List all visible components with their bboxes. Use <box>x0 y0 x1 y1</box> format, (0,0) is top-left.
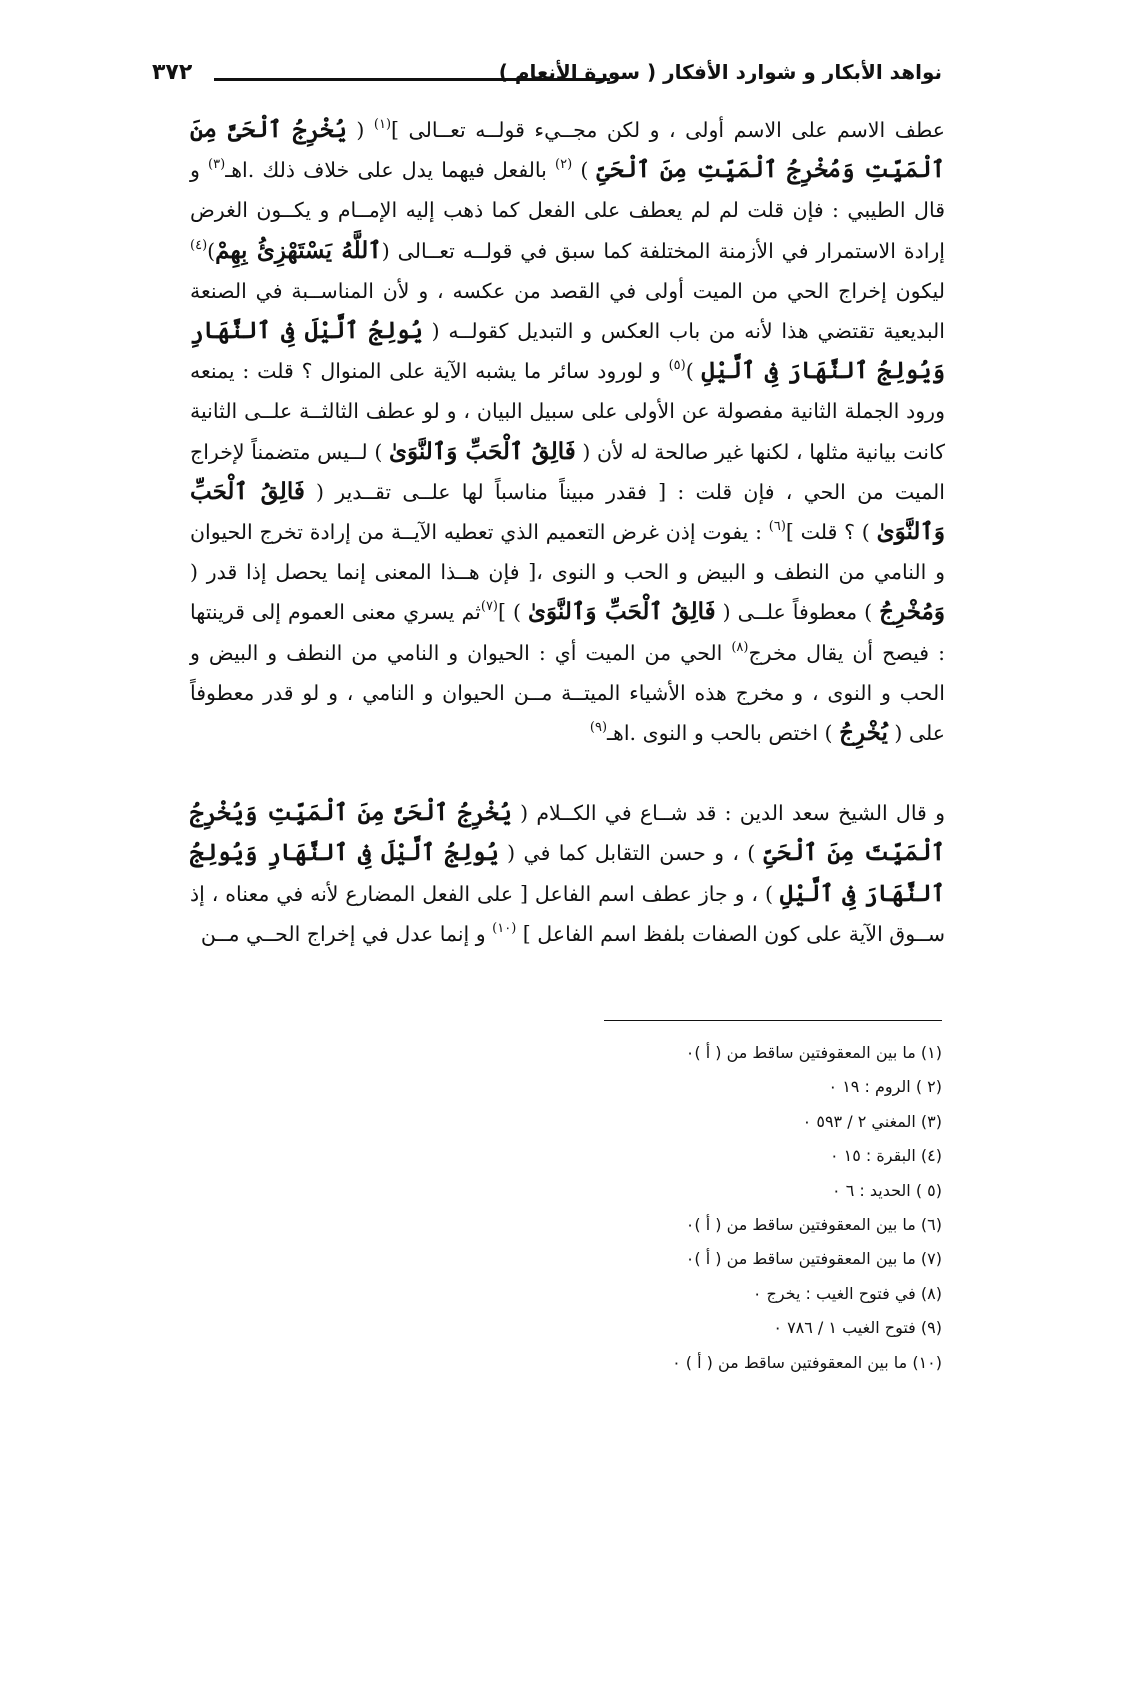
quran-quote: يُولِجُ ٱلَّيْلَ فِى ٱلنَّهَارِ وَيُولِجُ ٱلنَّهَارَ فِى ٱلَّيْلِ <box>190 317 945 385</box>
text-run: ليكون إخراج الحي من الميت أولى في القصد من عكسه ، و لأن المناســبة في الصنعة البديعية تقتضي هذا لأنه من باب العكس و التبديل كقولــه ( <box>190 278 945 344</box>
text-run: ) لــيس متضمناً لإخراج الميت من الحي ، فإن قلت : [ فقدر مبيناً مناسباً لها علــى تقــدير ( <box>190 439 945 504</box>
main-text <box>190 110 945 954</box>
text-run: ) ، و حسن التقابل كما في ( <box>498 841 764 866</box>
footnote-item: (٥ ) الحديد : ٦ ٠ <box>832 1180 942 1200</box>
quran-quote: يُخْرِجُ ٱلْحَىَّ مِنَ ٱلْمَيِّتِ وَيُخْرِجُ ٱلْمَيِّتَ مِنَ ٱلْحَىِّ <box>190 799 945 867</box>
footnote-item: (٧) ما بين المعقوفتين ساقط من ( أ )٠ <box>685 1249 942 1269</box>
text-run: و إنما عدل في إخراج الحــي مــن <box>200 921 493 946</box>
quran-quote: وَمُخْرِجُ <box>879 598 945 626</box>
text-run: ) اختص بالحب و النوى .اهـ <box>607 721 840 746</box>
text-run: : يفوت إذن غرض التعميم الذي تعطيه الآيــة من إرادة تخرج الحيوان و النامي من النطف و البيض و الحب و النوى ،[ فإن هــذا المعنى إنما يحصل إذا قدر ( <box>190 520 945 585</box>
text-run: و لورود سائر ما يشبه الآية على المنوال ؟ قلت : يمنعه ورود الجملة الثانية مفصولة عن الأولى على سبيل البيان ، و لو عطف الثالثــة علــى الثانية كانت بيانية مثلها ، لكنها غير صالحة له لأن ( <box>190 359 945 464</box>
footnote-marker: (٢) <box>555 157 573 173</box>
page-number: ٣٧٢ <box>152 60 193 85</box>
footnote-item: (٣) المغني ٢ / ٥٩٣ ٠ <box>802 1111 942 1131</box>
footnote-marker: (١) <box>373 117 392 132</box>
quran-quote: يُخْرِجُ <box>839 719 888 747</box>
text-run: ) معطوفاً علــى ( <box>715 600 880 625</box>
running-header <box>150 58 942 94</box>
text-run: الحي من الميت أي : الحيوان و النامي من النطف و البيض و الحب و النوى ، و مخرج هذه الأشياء الميتــة مــن الحيوان و النامي ، و لو قدر معطوفاً على ( <box>190 640 945 746</box>
footnotes <box>542 1036 942 1380</box>
footnote-item: (١) ما بين المعقوفتين ساقط من ( أ )٠ <box>685 1043 942 1062</box>
footnote-separator <box>604 1020 942 1021</box>
text-run: و قال الطيبي : فإن قلت لم لم يعطف على الفعل كما ذهب إليه الإمــام و يكــون الغرض إرادة الاستمرار في الأزمنة المختلفة كما سبق في قولــه تعــالى ( <box>190 158 945 263</box>
footnote-item: (٩) فتوح الغيب ١ / ٧٨٦ ٠ <box>773 1318 942 1338</box>
footnote-item: (١٠) ما بين المعقوفتين ساقط من ( أ ) ٠ <box>672 1352 942 1372</box>
text-run: ) ؟ قلت ] <box>785 520 877 545</box>
text-run: ) <box>207 238 216 263</box>
footnote-item: (٦) ما بين المعقوفتين ساقط من ( أ )٠ <box>685 1215 942 1235</box>
footnote-marker: (٧) <box>480 599 498 615</box>
text-run: عطف الاسم على الاسم أولى ، و لكن مجــيء قولــه تعــالى ] <box>391 118 946 142</box>
quran-quote: فَالِقُ ٱلْحَبِّ وَٱلنَّوَىٰ <box>190 477 945 546</box>
text-run: ) ، و جاز عطف اسم الفاعل [ على الفعل المضارع لأنه في معناه ، إذ ســوق الآية على كون الصفات بلفظ اسم الفاعل ] <box>190 881 945 946</box>
footnote-marker: (٣) <box>208 157 226 173</box>
running-header-title: نواهد الأبكار و شوارد الأفكار ( سورة الأنعام ) <box>498 60 942 84</box>
footnote-item: (٨) في فتوح الغيب : يخرج ٠ <box>752 1283 942 1303</box>
quran-quote: ٱللَّهُ يَسْتَهْزِئُ بِهِمْ <box>215 236 382 264</box>
text-run: و قال الشيخ سعد الدين : قد شــاع في الكــلام ( <box>511 801 945 826</box>
paragraph-1 <box>190 110 945 753</box>
quran-quote: يُخْرِجُ ٱلْحَىَّ مِنَ ٱلْمَيِّتِ وَمُخْرِجُ ٱلْمَيِّتِ مِنَ ٱلْحَىِّ <box>190 116 945 184</box>
footnote-item: (٢ ) الروم : ١٩ ٠ <box>828 1077 942 1097</box>
footnote-marker: (٩) <box>589 720 608 736</box>
quran-quote: فَالِقُ ٱلْحَبِّ وَٱلنَّوَىٰ <box>388 437 576 465</box>
header-rule <box>214 78 610 81</box>
footnote-item: (٤) البقرة : ١٥ ٠ <box>829 1146 942 1166</box>
footnote-marker: (٤) <box>190 237 208 253</box>
text-run: ) ] <box>498 600 529 625</box>
text-run: ثم يسري معنى العموم إلى قرينتها : فيصح أن يقال مخرج <box>190 600 945 665</box>
footnote-marker: (٦) <box>768 519 786 535</box>
footnote-marker: (١٠) <box>492 920 517 936</box>
footnote-marker: (٥) <box>668 358 686 374</box>
paragraph-2 <box>190 793 945 954</box>
text-run: ) <box>685 359 702 384</box>
text-run: ) <box>572 158 597 183</box>
quran-quote: يُولِجُ ٱلَّيْلَ فِى ٱلنَّهَارِ وَيُولِجُ ٱلنَّهَارَ فِى ٱلَّيْلِ <box>190 839 945 907</box>
text-run: ( <box>346 118 374 142</box>
footnote-marker: (٨) <box>731 639 749 655</box>
text-run: بالفعل فيهما يدل على خلاف ذلك .اهـ <box>225 158 556 183</box>
quran-quote: فَالِقُ ٱلْحَبِّ وَٱلنَّوَىٰ <box>528 598 716 626</box>
